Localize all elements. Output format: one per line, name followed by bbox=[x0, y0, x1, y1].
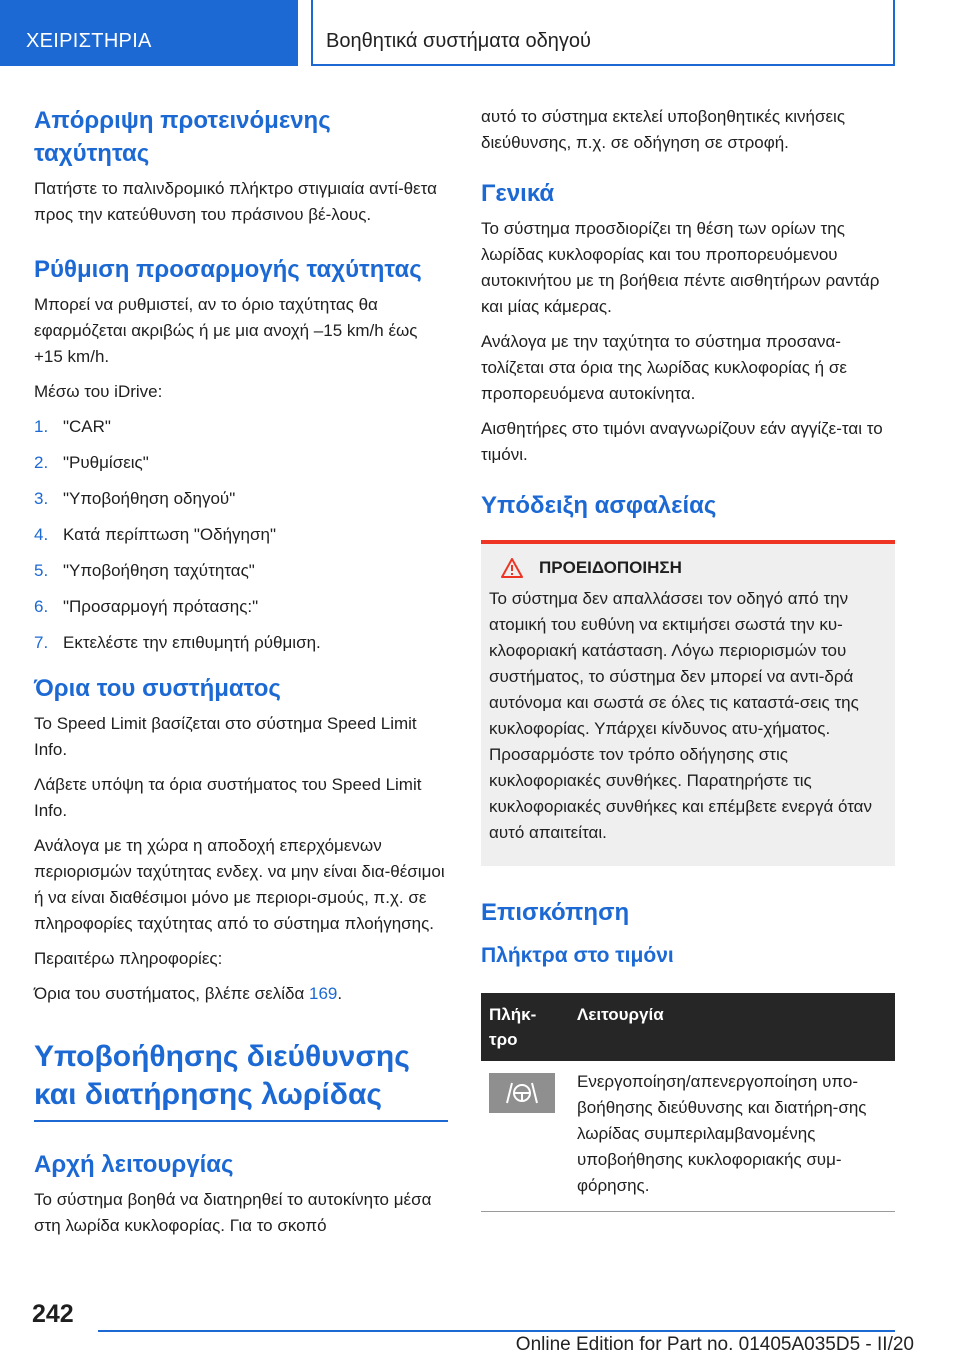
continued-text: αυτό το σύστημα εκτελεί υποβοηθητικές κινήσεις διεύθυνσης, π.χ. σε οδήγηση σε στροφή. bbox=[481, 107, 846, 152]
page-header bbox=[0, 0, 960, 66]
list-item bbox=[34, 630, 448, 656]
step-text: "Ρυθμίσεις" bbox=[63, 453, 149, 472]
warning-title: ΠΡΟΕΙΔΟΠΟΙΗΣΗ bbox=[539, 558, 682, 577]
reference-text: Όρια του συστήματος, βλέπε σελίδα bbox=[34, 984, 310, 1003]
adjust-text: Μπορεί να ρυθμιστεί, αν το όριο ταχύτητας θα εφαρμόζεται ακριβώς ή με μια ανοχή –15 km/h έως +15 km/h. bbox=[34, 295, 418, 366]
principle-text: Το σύστημα βοηθά να διατηρηθεί το αυτοκίνητο μέσα στη λωρίδα κυκλοφορίας. Για το σκοπό bbox=[34, 1190, 432, 1235]
reference-end: . bbox=[337, 984, 343, 1003]
step-number: 1. bbox=[34, 417, 49, 436]
general-heading: Γενικά bbox=[481, 180, 555, 207]
general-paragraph-3: Αισθητήρες στο τιμόνι αναγνωρίζουν εάν αγγίζε-ται το τιμόνι. bbox=[481, 419, 883, 464]
page-reference bbox=[34, 981, 448, 1007]
adjust-heading: Ρύθμιση προσαρμογής ταχύτητας bbox=[34, 256, 422, 283]
page-number: 242 bbox=[32, 1300, 74, 1328]
principle-heading: Αρχή λειτουργίας bbox=[34, 1151, 234, 1178]
limits-heading: Όρια του συστήματος bbox=[34, 675, 281, 702]
list-item bbox=[34, 594, 448, 620]
list-item bbox=[34, 414, 448, 440]
list-item bbox=[34, 558, 448, 584]
step-number: 2. bbox=[34, 453, 49, 472]
safety-heading: Υπόδειξη ασφαλείας bbox=[481, 492, 717, 519]
step-text: Κατά περίπτωση "Οδήγηση" bbox=[63, 525, 276, 544]
list-item bbox=[34, 486, 448, 512]
step-text: "Υποβοήθηση οδηγού" bbox=[63, 489, 236, 508]
column-header-function: Λειτουργία bbox=[569, 993, 895, 1061]
page-link[interactable]: 169 bbox=[309, 984, 338, 1003]
warning-triangle-icon bbox=[501, 558, 523, 578]
table-row bbox=[481, 1061, 895, 1212]
limits-paragraph-3: Ανάλογα με τη χώρα η αποδοχή επερχόμενων περιορισμών ταχύτητας ενδεχ. να μην είναι δια-θέσιμοι ή να είναι διαθέσιμοι μόνο με περιορι-σμούς, π.χ. σε πληροφορίες ταχύτητας από το σύστημα πλοήγησης. bbox=[34, 836, 445, 933]
chapter-title: Βοηθητικά συστήματα οδηγού bbox=[326, 30, 591, 52]
right-column bbox=[481, 104, 895, 1212]
button-cell bbox=[481, 1061, 569, 1212]
step-number: 5. bbox=[34, 561, 49, 580]
list-item bbox=[34, 522, 448, 548]
lane-assist-button-icon bbox=[489, 1073, 555, 1113]
table-header-row bbox=[481, 993, 895, 1061]
warning-box bbox=[481, 544, 895, 866]
step-text: Εκτελέστε την επιθυμητή ρύθμιση. bbox=[63, 633, 321, 652]
idrive-steps bbox=[34, 414, 448, 656]
heading-rule bbox=[34, 1120, 448, 1122]
reject-heading: Απόρριψη προτεινόμενης ταχύτητας bbox=[34, 107, 331, 167]
left-column bbox=[34, 104, 448, 1248]
step-text: "Υποβοήθηση ταχύτητας" bbox=[63, 561, 255, 580]
buttons-table bbox=[481, 993, 895, 1212]
step-number: 7. bbox=[34, 633, 49, 652]
step-number: 4. bbox=[34, 525, 49, 544]
overview-heading: Επισκόπηση bbox=[481, 899, 630, 926]
header-divider bbox=[311, 0, 313, 66]
warning-text: Το σύστημα δεν απαλλάσσει τον οδηγό από την ατομική του ευθύνη να εκτιμήσει σωστά την κυ-κλοφοριακή κατάσταση. Λόγω περιορισμών του συστήματος, το σύστημα δεν μπορεί να αντι-δρά αυτόνομα και σωστά σε όλες τις καταστά-σεις της κυκλοφορίας. Υπάρχει κίνδυνος ατυ-χήματος. Προσαρμόστε τον τρόπο οδήγησης στις κυκλοφοριακές συνθήκες. Παρατηρήστε τις κυκλοφοριακές συνθήκες και επέμβετε ενεργά όταν αυτό απαιτείται. bbox=[489, 589, 873, 842]
section-tab: ΧΕΙΡΙΣΤΗΡΙΑ bbox=[0, 0, 298, 66]
header-divider-right bbox=[893, 0, 895, 66]
main-heading: Υποβοήθησης διεύθυνσης και διατήρησης λωρίδας bbox=[34, 1040, 410, 1111]
footer-rule bbox=[98, 1330, 895, 1332]
column-header-button: Πλήκ-τρο bbox=[481, 993, 569, 1061]
via-idrive: Μέσω του iDrive: bbox=[34, 382, 163, 401]
buttons-heading: Πλήκτρα στο τιμόνι bbox=[481, 944, 674, 967]
header-underline bbox=[311, 64, 895, 66]
step-number: 6. bbox=[34, 597, 49, 616]
limits-paragraph-1: Το Speed Limit βασίζεται στο σύστημα Speed Limit Info. bbox=[34, 714, 417, 759]
step-number: 3. bbox=[34, 489, 49, 508]
step-text: "CAR" bbox=[63, 417, 111, 436]
general-paragraph-2: Ανάλογα με την ταχύτητα το σύστημα προσανα-τολίζεται στα όρια της λωρίδας κυκλοφορίας ή σε προπορευόμενα αυτοκίνητα. bbox=[481, 332, 847, 403]
step-text: "Προσαρμογή πρότασης:" bbox=[63, 597, 259, 616]
reject-text: Πατήστε το παλινδρομικό πλήκτρο στιγμιαία αντί-θετα προς την κατεύθυνση του πράσινου βέ-λους. bbox=[34, 179, 437, 224]
list-item bbox=[34, 450, 448, 476]
edition-note: Online Edition for Part no. 01405A035D5 - II/20 bbox=[515, 1334, 914, 1355]
limits-paragraph-2: Λάβετε υπόψη τα όρια συστήματος του Speed Limit Info. bbox=[34, 775, 422, 820]
general-paragraph-1: Το σύστημα προσδιορίζει τη θέση των ορίων της λωρίδας κυκλοφορίας και του προπορευόμενου αυτοκινήτου με τη βοήθεια πέντε αισθητήρων ραντάρ και μίας κάμερας. bbox=[481, 219, 880, 316]
more-info-label: Περαιτέρω πληροφορίες: bbox=[34, 949, 223, 968]
function-cell: Ενεργοποίηση/απενεργοποίηση υπο-βοήθησης διεύθυνσης και διατήρη-σης λωρίδας συμπεριλαμβανομένης υποβοήθησης κυκλοφοριακής συμ-φόρησης. bbox=[569, 1061, 895, 1212]
warning-title-row bbox=[489, 558, 881, 578]
